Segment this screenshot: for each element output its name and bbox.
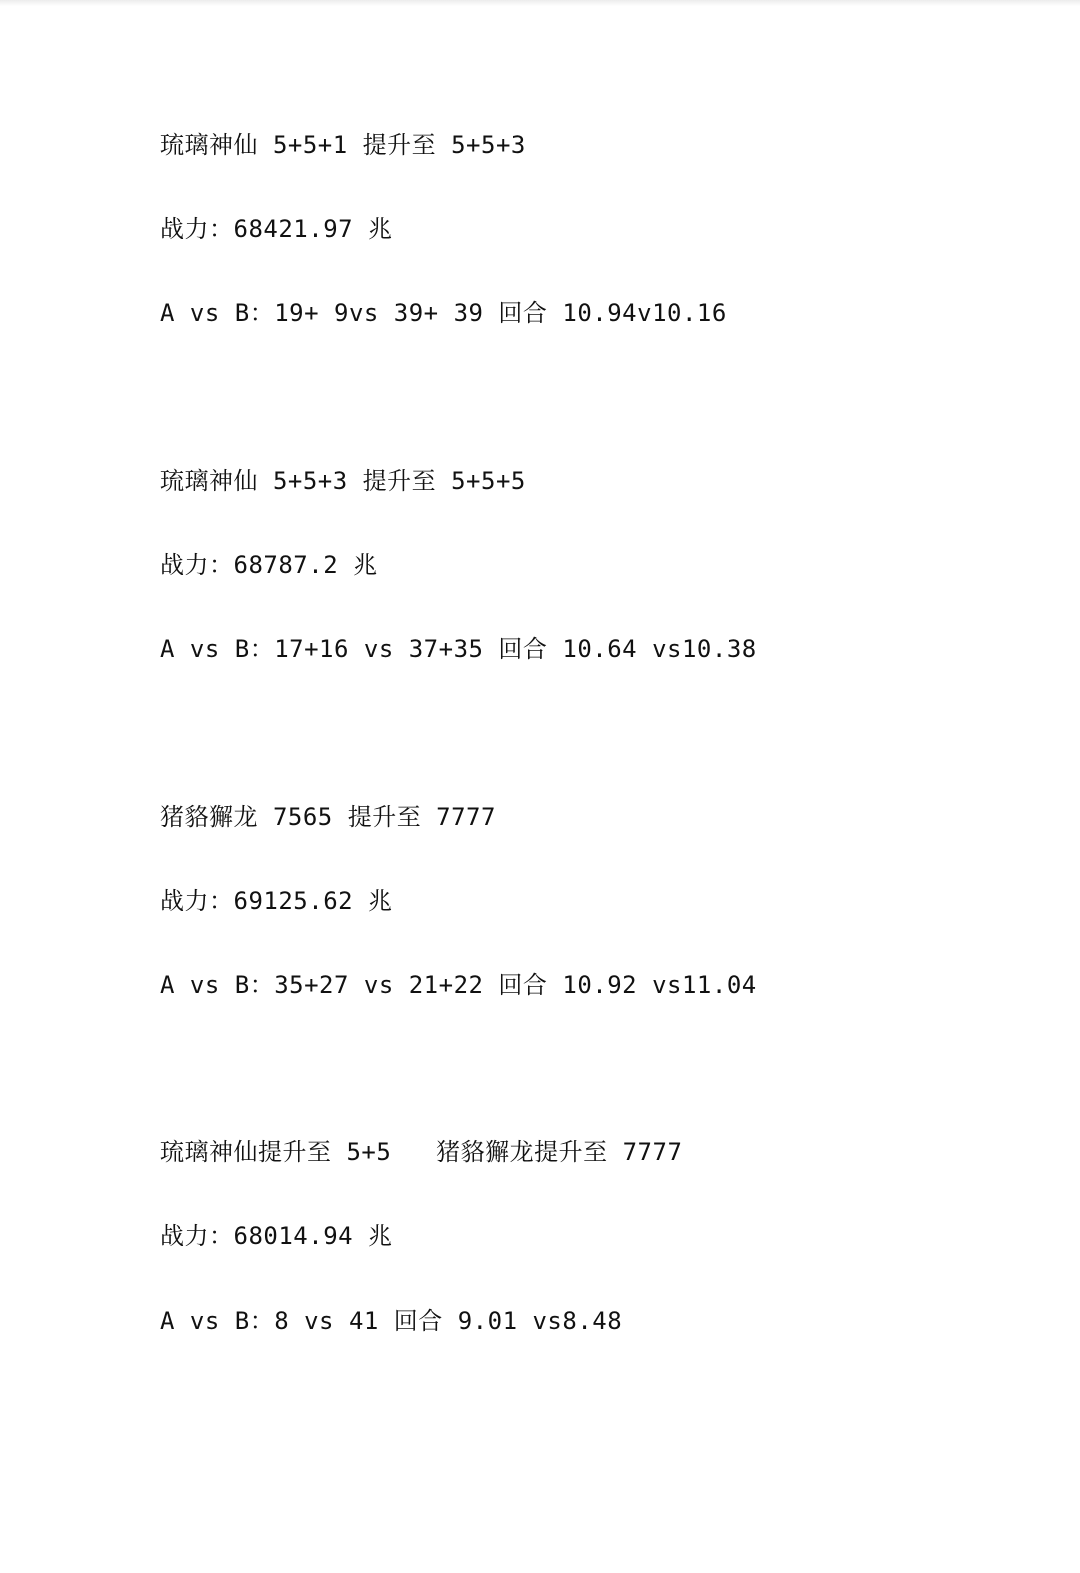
block-3-heading: 猪貉獬龙 7565 提升至 7777	[160, 803, 496, 831]
block-4-comparison: A vs B：8 vs 41 回合 9.01 vs8.48	[160, 1307, 623, 1335]
block-3-power: 战力：69125.62 兆	[160, 887, 393, 915]
block-1-comparison: A vs B：19+ 9vs 39+ 39 回合 10.94v10.16	[160, 299, 727, 327]
block-2-comparison: A vs B：17+16 vs 37+35 回合 10.64 vs10.38	[160, 635, 757, 663]
block-3-comparison: A vs B：35+27 vs 21+22 回合 10.92 vs11.04	[160, 971, 757, 999]
block-1-power: 战力：68421.97 兆	[160, 215, 393, 243]
block-1-heading: 琉璃神仙 5+5+1 提升至 5+5+3	[160, 131, 526, 159]
block-4-heading: 琉璃神仙提升至 5+5 猪貉獬龙提升至 7777	[160, 1138, 683, 1166]
block-2-heading: 琉璃神仙 5+5+3 提升至 5+5+5	[160, 467, 526, 495]
top-edge-shadow	[0, 0, 1080, 6]
block-4-power: 战力：68014.94 兆	[160, 1222, 393, 1250]
block-2-power: 战力：68787.2 兆	[160, 551, 378, 579]
